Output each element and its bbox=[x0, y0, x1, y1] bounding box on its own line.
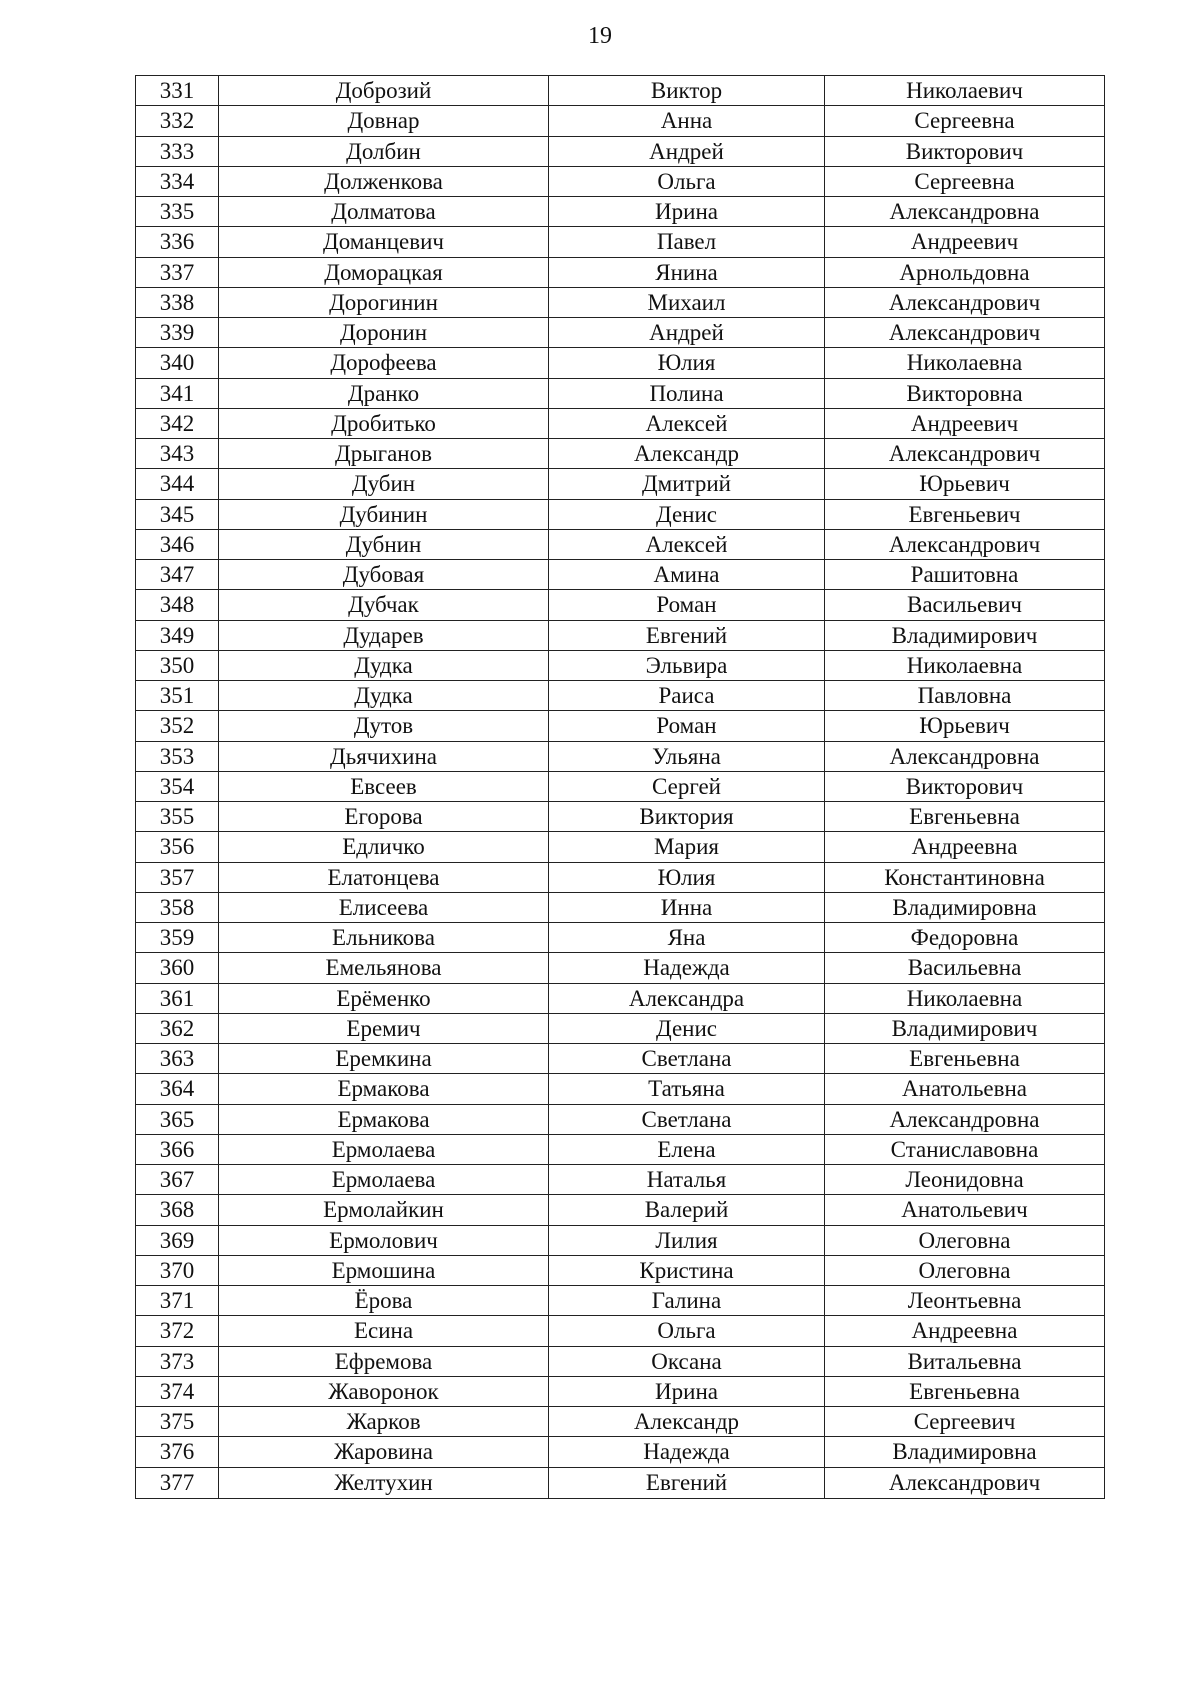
surname-cell: Жаровина bbox=[219, 1437, 549, 1467]
first-name-cell: Валерий bbox=[549, 1195, 825, 1225]
surname-cell: Ерёменко bbox=[219, 983, 549, 1013]
row-number-cell: 348 bbox=[136, 590, 219, 620]
first-name-cell: Ирина bbox=[549, 1376, 825, 1406]
surname-cell: Дорогинин bbox=[219, 287, 549, 317]
row-number-cell: 371 bbox=[136, 1286, 219, 1316]
row-number-cell: 363 bbox=[136, 1044, 219, 1074]
surname-cell: Ермолович bbox=[219, 1225, 549, 1255]
table-row bbox=[136, 741, 1105, 771]
surname-cell: Елисеева bbox=[219, 892, 549, 922]
surname-cell: Егорова bbox=[219, 802, 549, 832]
row-number-cell: 335 bbox=[136, 197, 219, 227]
patronymic-cell: Леонидовна bbox=[825, 1165, 1105, 1195]
row-number-cell: 377 bbox=[136, 1467, 219, 1498]
first-name-cell: Александра bbox=[549, 983, 825, 1013]
row-number-cell: 346 bbox=[136, 529, 219, 559]
surname-cell: Дубчак bbox=[219, 590, 549, 620]
first-name-cell: Раиса bbox=[549, 681, 825, 711]
table-row bbox=[136, 287, 1105, 317]
table-row bbox=[136, 1013, 1105, 1043]
first-name-cell: Павел bbox=[549, 227, 825, 257]
surname-cell: Долбин bbox=[219, 136, 549, 166]
row-number-cell: 347 bbox=[136, 560, 219, 590]
patronymic-cell: Евгеньевич bbox=[825, 499, 1105, 529]
row-number-cell: 345 bbox=[136, 499, 219, 529]
row-number-cell: 355 bbox=[136, 802, 219, 832]
table-row bbox=[136, 983, 1105, 1013]
first-name-cell: Михаил bbox=[549, 287, 825, 317]
row-number-cell: 340 bbox=[136, 348, 219, 378]
row-number-cell: 375 bbox=[136, 1407, 219, 1437]
surname-cell: Евсеев bbox=[219, 771, 549, 801]
patronymic-cell: Константиновна bbox=[825, 862, 1105, 892]
roster-table bbox=[135, 75, 1105, 1499]
row-number-cell: 338 bbox=[136, 287, 219, 317]
surname-cell: Жарков bbox=[219, 1407, 549, 1437]
first-name-cell: Полина bbox=[549, 378, 825, 408]
table-row bbox=[136, 802, 1105, 832]
patronymic-cell: Александрович bbox=[825, 439, 1105, 469]
first-name-cell: Виктор bbox=[549, 76, 825, 106]
first-name-cell: Дмитрий bbox=[549, 469, 825, 499]
patronymic-cell: Васильевич bbox=[825, 590, 1105, 620]
surname-cell: Дьячихина bbox=[219, 741, 549, 771]
table-row bbox=[136, 923, 1105, 953]
row-number-cell: 336 bbox=[136, 227, 219, 257]
patronymic-cell: Андреевич bbox=[825, 227, 1105, 257]
row-number-cell: 367 bbox=[136, 1165, 219, 1195]
first-name-cell: Наталья bbox=[549, 1165, 825, 1195]
first-name-cell: Евгений bbox=[549, 620, 825, 650]
first-name-cell: Кристина bbox=[549, 1255, 825, 1285]
row-number-cell: 358 bbox=[136, 892, 219, 922]
surname-cell: Доманцевич bbox=[219, 227, 549, 257]
patronymic-cell: Викторовна bbox=[825, 378, 1105, 408]
row-number-cell: 344 bbox=[136, 469, 219, 499]
patronymic-cell: Евгеньевна bbox=[825, 1376, 1105, 1406]
patronymic-cell: Евгеньевна bbox=[825, 802, 1105, 832]
patronymic-cell: Николаевич bbox=[825, 76, 1105, 106]
row-number-cell: 374 bbox=[136, 1376, 219, 1406]
table-row bbox=[136, 227, 1105, 257]
surname-cell: Ермакова bbox=[219, 1074, 549, 1104]
surname-cell: Емельянова bbox=[219, 953, 549, 983]
surname-cell: Ефремова bbox=[219, 1346, 549, 1376]
row-number-cell: 333 bbox=[136, 136, 219, 166]
table-row bbox=[136, 529, 1105, 559]
row-number-cell: 341 bbox=[136, 378, 219, 408]
patronymic-cell: Александровна bbox=[825, 1104, 1105, 1134]
patronymic-cell: Юрьевич bbox=[825, 711, 1105, 741]
first-name-cell: Мария bbox=[549, 832, 825, 862]
table-row bbox=[136, 257, 1105, 287]
surname-cell: Жаворонок bbox=[219, 1376, 549, 1406]
first-name-cell: Виктория bbox=[549, 802, 825, 832]
surname-cell: Ёрова bbox=[219, 1286, 549, 1316]
surname-cell: Дудка bbox=[219, 650, 549, 680]
table-row bbox=[136, 590, 1105, 620]
table-row bbox=[136, 469, 1105, 499]
row-number-cell: 376 bbox=[136, 1437, 219, 1467]
first-name-cell: Сергей bbox=[549, 771, 825, 801]
first-name-cell: Денис bbox=[549, 499, 825, 529]
patronymic-cell: Юрьевич bbox=[825, 469, 1105, 499]
row-number-cell: 368 bbox=[136, 1195, 219, 1225]
table-row bbox=[136, 1134, 1105, 1164]
first-name-cell: Эльвира bbox=[549, 650, 825, 680]
patronymic-cell: Андреевич bbox=[825, 408, 1105, 438]
surname-cell: Есина bbox=[219, 1316, 549, 1346]
row-number-cell: 331 bbox=[136, 76, 219, 106]
surname-cell: Дубинин bbox=[219, 499, 549, 529]
first-name-cell: Александр bbox=[549, 1407, 825, 1437]
table-row bbox=[136, 560, 1105, 590]
table-row bbox=[136, 166, 1105, 196]
surname-cell: Долматова bbox=[219, 197, 549, 227]
table-row bbox=[136, 953, 1105, 983]
table-row bbox=[136, 892, 1105, 922]
first-name-cell: Яна bbox=[549, 923, 825, 953]
patronymic-cell: Владимировна bbox=[825, 1437, 1105, 1467]
patronymic-cell: Сергеевич bbox=[825, 1407, 1105, 1437]
row-number-cell: 361 bbox=[136, 983, 219, 1013]
patronymic-cell: Викторович bbox=[825, 771, 1105, 801]
first-name-cell: Роман bbox=[549, 590, 825, 620]
first-name-cell: Юлия bbox=[549, 862, 825, 892]
surname-cell: Дубнин bbox=[219, 529, 549, 559]
table-row bbox=[136, 106, 1105, 136]
surname-cell: Дранко bbox=[219, 378, 549, 408]
row-number-cell: 373 bbox=[136, 1346, 219, 1376]
table-row bbox=[136, 1225, 1105, 1255]
roster-table-body bbox=[136, 76, 1105, 1499]
row-number-cell: 362 bbox=[136, 1013, 219, 1043]
first-name-cell: Надежда bbox=[549, 1437, 825, 1467]
patronymic-cell: Олеговна bbox=[825, 1225, 1105, 1255]
patronymic-cell: Сергеевна bbox=[825, 166, 1105, 196]
first-name-cell: Лилия bbox=[549, 1225, 825, 1255]
row-number-cell: 365 bbox=[136, 1104, 219, 1134]
table-row bbox=[136, 681, 1105, 711]
table-row bbox=[136, 1407, 1105, 1437]
surname-cell: Ермолаева bbox=[219, 1165, 549, 1195]
first-name-cell: Ульяна bbox=[549, 741, 825, 771]
surname-cell: Доморацкая bbox=[219, 257, 549, 287]
row-number-cell: 351 bbox=[136, 681, 219, 711]
table-row bbox=[136, 1074, 1105, 1104]
table-row bbox=[136, 1346, 1105, 1376]
table-row bbox=[136, 711, 1105, 741]
patronymic-cell: Анатольевич bbox=[825, 1195, 1105, 1225]
patronymic-cell: Андреевна bbox=[825, 832, 1105, 862]
patronymic-cell: Александровна bbox=[825, 197, 1105, 227]
first-name-cell: Юлия bbox=[549, 348, 825, 378]
table-row bbox=[136, 408, 1105, 438]
table-row bbox=[136, 76, 1105, 106]
first-name-cell: Алексей bbox=[549, 408, 825, 438]
first-name-cell: Оксана bbox=[549, 1346, 825, 1376]
row-number-cell: 339 bbox=[136, 318, 219, 348]
patronymic-cell: Александрович bbox=[825, 287, 1105, 317]
surname-cell: Ермолайкин bbox=[219, 1195, 549, 1225]
patronymic-cell: Рашитовна bbox=[825, 560, 1105, 590]
patronymic-cell: Николаевна bbox=[825, 983, 1105, 1013]
surname-cell: Дубовая bbox=[219, 560, 549, 590]
table-row bbox=[136, 1437, 1105, 1467]
row-number-cell: 350 bbox=[136, 650, 219, 680]
row-number-cell: 353 bbox=[136, 741, 219, 771]
first-name-cell: Александр bbox=[549, 439, 825, 469]
table-row bbox=[136, 197, 1105, 227]
surname-cell: Долженкова bbox=[219, 166, 549, 196]
first-name-cell: Анна bbox=[549, 106, 825, 136]
row-number-cell: 369 bbox=[136, 1225, 219, 1255]
row-number-cell: 360 bbox=[136, 953, 219, 983]
page-number: 19 bbox=[588, 23, 612, 49]
surname-cell: Еремич bbox=[219, 1013, 549, 1043]
patronymic-cell: Владимирович bbox=[825, 620, 1105, 650]
patronymic-cell: Сергеевна bbox=[825, 106, 1105, 136]
patronymic-cell: Евгеньевна bbox=[825, 1044, 1105, 1074]
patronymic-cell: Николаевна bbox=[825, 650, 1105, 680]
first-name-cell: Ирина bbox=[549, 197, 825, 227]
first-name-cell: Галина bbox=[549, 1286, 825, 1316]
table-row bbox=[136, 832, 1105, 862]
first-name-cell: Ольга bbox=[549, 166, 825, 196]
first-name-cell: Андрей bbox=[549, 136, 825, 166]
row-number-cell: 343 bbox=[136, 439, 219, 469]
table-row bbox=[136, 318, 1105, 348]
table-row bbox=[136, 136, 1105, 166]
table-row bbox=[136, 1286, 1105, 1316]
row-number-cell: 370 bbox=[136, 1255, 219, 1285]
first-name-cell: Светлана bbox=[549, 1104, 825, 1134]
surname-cell: Дударев bbox=[219, 620, 549, 650]
row-number-cell: 332 bbox=[136, 106, 219, 136]
first-name-cell: Ольга bbox=[549, 1316, 825, 1346]
patronymic-cell: Александрович bbox=[825, 529, 1105, 559]
table-row bbox=[136, 1467, 1105, 1498]
patronymic-cell: Федоровна bbox=[825, 923, 1105, 953]
first-name-cell: Алексей bbox=[549, 529, 825, 559]
table-row bbox=[136, 499, 1105, 529]
first-name-cell: Елена bbox=[549, 1134, 825, 1164]
patronymic-cell: Леонтьевна bbox=[825, 1286, 1105, 1316]
surname-cell: Довнар bbox=[219, 106, 549, 136]
surname-cell: Елатонцева bbox=[219, 862, 549, 892]
patronymic-cell: Анатольевна bbox=[825, 1074, 1105, 1104]
row-number-cell: 372 bbox=[136, 1316, 219, 1346]
row-number-cell: 364 bbox=[136, 1074, 219, 1104]
surname-cell: Ельникова bbox=[219, 923, 549, 953]
patronymic-cell: Андреевна bbox=[825, 1316, 1105, 1346]
table-row bbox=[136, 1316, 1105, 1346]
row-number-cell: 354 bbox=[136, 771, 219, 801]
first-name-cell: Янина bbox=[549, 257, 825, 287]
row-number-cell: 349 bbox=[136, 620, 219, 650]
patronymic-cell: Павловна bbox=[825, 681, 1105, 711]
row-number-cell: 337 bbox=[136, 257, 219, 287]
table-row bbox=[136, 771, 1105, 801]
table-row bbox=[136, 1376, 1105, 1406]
row-number-cell: 334 bbox=[136, 166, 219, 196]
row-number-cell: 352 bbox=[136, 711, 219, 741]
surname-cell: Ермолаева bbox=[219, 1134, 549, 1164]
table-row bbox=[136, 439, 1105, 469]
row-number-cell: 357 bbox=[136, 862, 219, 892]
surname-cell: Еремкина bbox=[219, 1044, 549, 1074]
row-number-cell: 342 bbox=[136, 408, 219, 438]
first-name-cell: Светлана bbox=[549, 1044, 825, 1074]
table-row bbox=[136, 378, 1105, 408]
patronymic-cell: Александровна bbox=[825, 741, 1105, 771]
first-name-cell: Евгений bbox=[549, 1467, 825, 1498]
surname-cell: Доронин bbox=[219, 318, 549, 348]
surname-cell: Дутов bbox=[219, 711, 549, 741]
table-row bbox=[136, 1165, 1105, 1195]
patronymic-cell: Васильевна bbox=[825, 953, 1105, 983]
first-name-cell: Денис bbox=[549, 1013, 825, 1043]
patronymic-cell: Станиславовна bbox=[825, 1134, 1105, 1164]
table-row bbox=[136, 1104, 1105, 1134]
table-row bbox=[136, 650, 1105, 680]
row-number-cell: 359 bbox=[136, 923, 219, 953]
row-number-cell: 356 bbox=[136, 832, 219, 862]
surname-cell: Доброзий bbox=[219, 76, 549, 106]
patronymic-cell: Витальевна bbox=[825, 1346, 1105, 1376]
table-row bbox=[136, 1255, 1105, 1285]
patronymic-cell: Владимировна bbox=[825, 892, 1105, 922]
first-name-cell: Роман bbox=[549, 711, 825, 741]
surname-cell: Желтухин bbox=[219, 1467, 549, 1498]
table-row bbox=[136, 1195, 1105, 1225]
first-name-cell: Андрей bbox=[549, 318, 825, 348]
surname-cell: Дубин bbox=[219, 469, 549, 499]
patronymic-cell: Николаевна bbox=[825, 348, 1105, 378]
patronymic-cell: Александрович bbox=[825, 1467, 1105, 1498]
row-number-cell: 366 bbox=[136, 1134, 219, 1164]
first-name-cell: Надежда bbox=[549, 953, 825, 983]
patronymic-cell: Владимирович bbox=[825, 1013, 1105, 1043]
patronymic-cell: Арнольдовна bbox=[825, 257, 1105, 287]
surname-cell: Ермошина bbox=[219, 1255, 549, 1285]
patronymic-cell: Олеговна bbox=[825, 1255, 1105, 1285]
table-row bbox=[136, 348, 1105, 378]
surname-cell: Дробитько bbox=[219, 408, 549, 438]
patronymic-cell: Александрович bbox=[825, 318, 1105, 348]
patronymic-cell: Викторович bbox=[825, 136, 1105, 166]
table-row bbox=[136, 862, 1105, 892]
surname-cell: Дрыганов bbox=[219, 439, 549, 469]
first-name-cell: Амина bbox=[549, 560, 825, 590]
surname-cell: Дудка bbox=[219, 681, 549, 711]
surname-cell: Дорофеева bbox=[219, 348, 549, 378]
table-row bbox=[136, 620, 1105, 650]
first-name-cell: Инна bbox=[549, 892, 825, 922]
first-name-cell: Татьяна bbox=[549, 1074, 825, 1104]
table-row bbox=[136, 1044, 1105, 1074]
surname-cell: Едличко bbox=[219, 832, 549, 862]
surname-cell: Ермакова bbox=[219, 1104, 549, 1134]
